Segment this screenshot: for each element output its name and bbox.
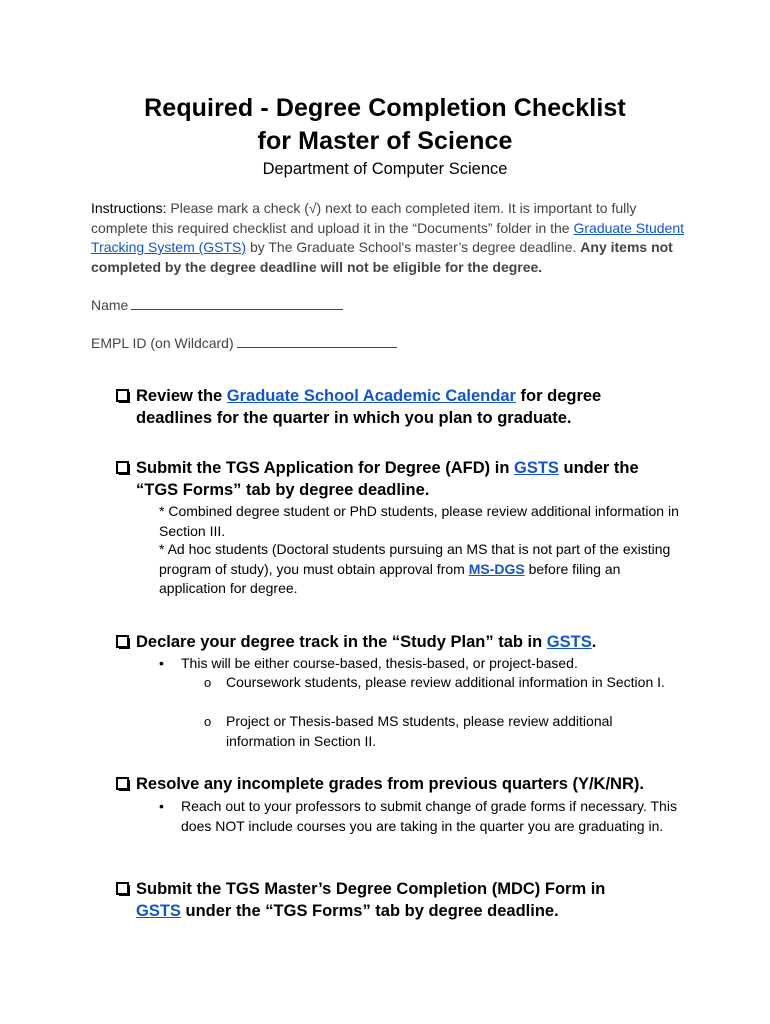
empl-id-blank-line[interactable] — [237, 334, 397, 348]
item-text: under the — [558, 459, 639, 477]
empl-id-label: EMPL ID (on Wildcard) — [91, 335, 234, 351]
item-text: “TGS Forms” tab by degree deadline. — [136, 481, 430, 499]
sub-bullet-text: Coursework students, please review additional information in Section I. — [226, 674, 665, 690]
item-text: Submit the TGS Application for Degree (AFD) in — [136, 459, 514, 477]
instructions-text-1: Please mark a check (√) next to each completed item. It is important to fully complete this required checklist and upload it in the “Documents” folder in the — [91, 200, 637, 236]
checkbox-icon[interactable] — [116, 777, 129, 790]
bullet-icon: • — [159, 798, 164, 814]
checkbox-icon[interactable] — [116, 461, 129, 474]
gsts-link[interactable]: GSTS — [136, 902, 181, 920]
item-text: . — [591, 633, 597, 651]
checkbox-icon[interactable] — [116, 389, 129, 402]
name-field[interactable] — [91, 296, 343, 315]
instructions-warning: Any items not completed by the degree deadline will not be eligible for the degree. — [91, 239, 673, 275]
gsts-link[interactable]: GSTS — [546, 633, 592, 651]
academic-calendar-link[interactable]: Graduate School Academic Calendar — [226, 387, 516, 405]
item-text: deadlines for the quarter in which you plan to graduate. — [136, 409, 572, 427]
checklist-item-degree-track — [116, 631, 696, 653]
bullet-text: This will be either course-based, thesis-based, or project-based. — [181, 655, 578, 671]
sub-list-item — [204, 712, 676, 751]
list-item — [159, 654, 681, 674]
name-label: Name — [91, 297, 129, 313]
instructions-paragraph — [91, 199, 691, 277]
page-title-line2: for Master of Science — [257, 127, 513, 155]
sub-bullet-icon: o — [204, 714, 212, 729]
checklist-item-calendar — [116, 385, 696, 429]
department-subtitle: Department of Computer Science — [262, 160, 508, 178]
item-text: for degree — [515, 387, 602, 405]
instructions-label: Instructions: — [91, 200, 167, 216]
list-item — [159, 797, 681, 836]
note-ad-hoc — [159, 540, 679, 599]
checklist-item-incomplete-grades — [116, 773, 696, 795]
ms-dgs-link[interactable]: MS-DGS — [468, 560, 525, 577]
gsts-link[interactable]: GSTS — [513, 459, 559, 477]
note-text: before filing an application for degree. — [159, 560, 621, 596]
bullet-icon: • — [159, 655, 164, 671]
item-text: Resolve any incomplete grades from previous quarters (Y/K/NR). — [136, 775, 644, 793]
checkbox-icon[interactable] — [116, 635, 129, 648]
checkbox-icon[interactable] — [116, 882, 129, 895]
note-text: * Ad hoc students (Doctoral students pursuing an MS that is not part of the existing program of study), you must obtain approval from — [159, 541, 671, 577]
item-text: Review the — [136, 387, 227, 405]
note-combined-degree: * Combined degree student or PhD students, please review additional information in Section III. — [159, 503, 679, 539]
page-title-line1: Required - Degree Completion Checklist — [144, 94, 626, 122]
checklist-item-afd — [116, 457, 696, 501]
checklist-item-mdc-form — [116, 878, 696, 922]
sub-bullet-text: Project or Thesis-based MS students, please review additional information in Section II. — [226, 713, 613, 749]
item-text: under the “TGS Forms” tab by degree deadline. — [180, 902, 559, 920]
empl-id-field[interactable] — [91, 334, 397, 353]
item-text: Declare your degree track in the “Study Plan” tab in — [136, 633, 547, 651]
name-blank-line[interactable] — [131, 296, 343, 310]
item-text: Submit the TGS Master’s Degree Completion (MDC) Form in — [136, 880, 606, 898]
instructions-text-2: by The Graduate School's master’s degree deadline. — [246, 239, 581, 255]
bullet-text: Reach out to your professors to submit change of grade forms if necessary. This does NOT include courses you are taking in the quarter you are graduating in. — [181, 798, 677, 834]
gsts-full-link[interactable]: Graduate Student Tracking System (GSTS) — [91, 219, 685, 255]
sub-list-item — [204, 673, 676, 693]
sub-bullet-icon: o — [204, 675, 212, 690]
